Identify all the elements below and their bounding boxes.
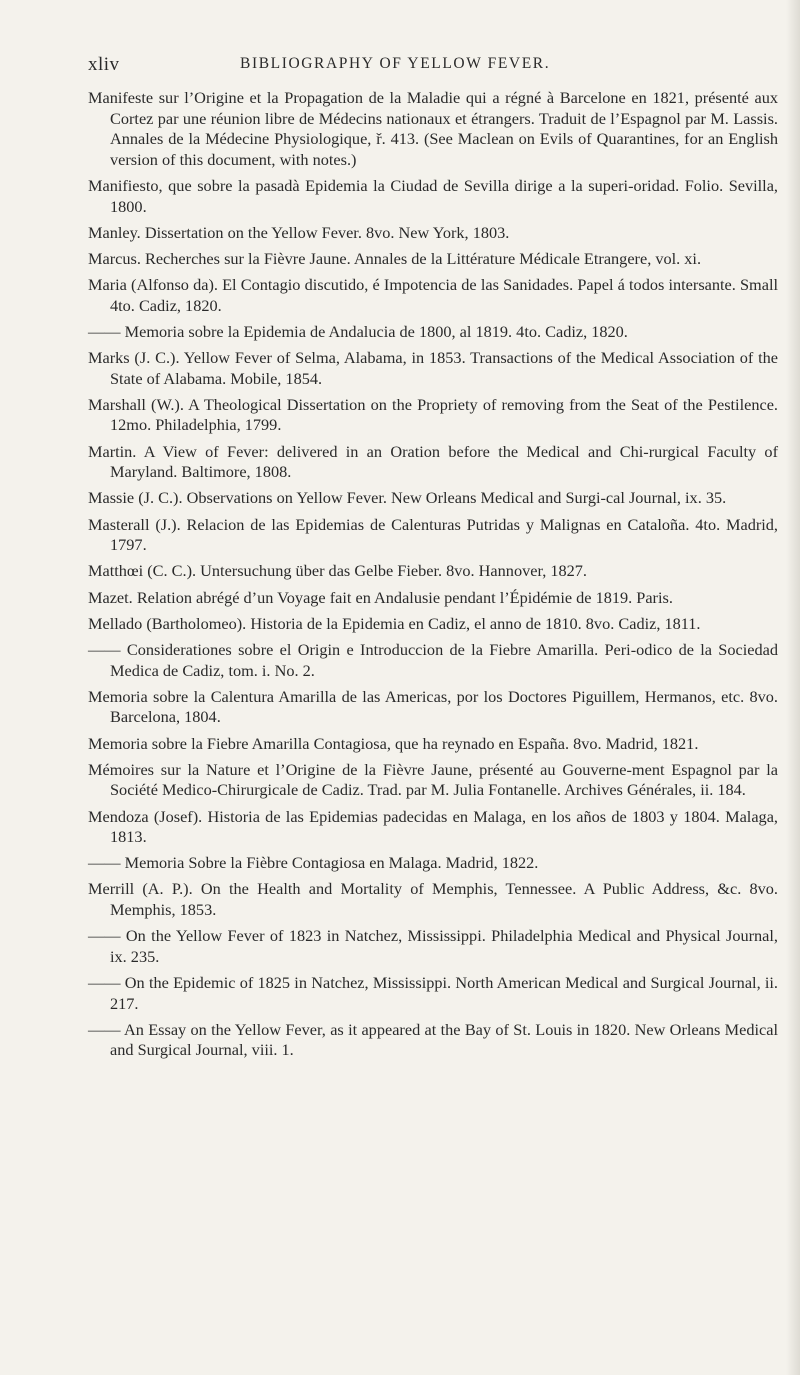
running-title: BIBLIOGRAPHY OF YELLOW FEVER. bbox=[240, 55, 551, 72]
bibliography-entry: —— Memoria sobre la Epidemia de Andalucia de 1800, al 1819. 4to. Cadiz, 1820. bbox=[88, 321, 628, 341]
bibliography-entry: Mendoza (Josef). Historia de las Epidemias padecidas en Malaga, en los años de 1803 y 1804. Malaga, 1813. bbox=[88, 806, 778, 847]
bibliography-entry: Marshall (W.). A Theological Dissertation on the Propriety of removing from the Seat of the Pestilence. 12mo. Philadelphia, 1799. bbox=[88, 394, 778, 435]
bibliography-entry: Mémoires sur la Nature et l’Origine de la Fièvre Jaune, présenté au Gouverne-ment Espagnol par la Société Medico-Chirurgicale de Cadiz. Trad. par M. Julia Fontanelle. Archives Générales, ii. 184. bbox=[88, 759, 778, 800]
page-edge-shadow bbox=[786, 0, 800, 1375]
bibliography-entry: Marcus. Recherches sur la Fièvre Jaune. Annales de la Littérature Médicale Etrangere, vol. xi. bbox=[88, 248, 702, 268]
bibliography-entry: —— On the Epidemic of 1825 in Natchez, Mississippi. North American Medical and Surgical Journal, ii. 217. bbox=[88, 973, 778, 1013]
bibliography-entry: —— An Essay on the Yellow Fever, as it appeared at the Bay of St. Louis in 1820. New Orleans Medical and Surgical Journal, viii. 1. bbox=[88, 1019, 778, 1060]
bibliography-entry: Merrill (A. P.). On the Health and Mortality of Memphis, Tennessee. A Public Address, &c. 8vo. Memphis, 1853. bbox=[88, 879, 778, 920]
bibliography-entry: Manley. Dissertation on the Yellow Fever. 8vo. New York, 1803. bbox=[88, 222, 510, 242]
page-number: xliv bbox=[88, 54, 120, 75]
bibliography-entry: Manifeste sur l’Origine et la Propagation de la Maladie qui a régné à Barcelone en 1821, présenté aux Cortez par une réunion libre de Médecins nationaux et étrangers. Traduit de l’Espagnol par M. Lassis. Annales de la Médecine Physiologique, ř. 413. (See Maclean on Evils of Quarantines, for an English version of this document, with notes.) bbox=[88, 88, 778, 169]
bibliography-entry: Matthœi (C. C.). Untersuchung über das Gelbe Fieber. 8vo. Hannover, 1827. bbox=[88, 561, 587, 581]
bibliography-entry: Maria (Alfonso da). El Contagio discutido, é Impotencia de las Sanidades. Papel á todos intersante. Small 4to. Cadiz, 1820. bbox=[88, 275, 778, 315]
bibliography-entry: Martin. A View of Fever: delivered in an Oration before the Medical and Chi-rurgical Faculty of Maryland. Baltimore, 1808. bbox=[88, 441, 778, 482]
bibliography-entry: Memoria sobre la Fiebre Amarilla Contagiosa, que ha reynado en España. 8vo. Madrid, 1821. bbox=[88, 733, 699, 753]
running-head bbox=[88, 54, 778, 78]
bibliography-entry: Mazet. Relation abrégé d’un Voyage fait en Andalusie pendant l’Épidémie de 1819. Paris. bbox=[88, 587, 673, 607]
bibliography-entry: Marks (J. C.). Yellow Fever of Selma, Alabama, in 1853. Transactions of the Medical Association of the State of Alabama. Mobile, 1854. bbox=[88, 348, 778, 388]
bibliography-entry: —— On the Yellow Fever of 1823 in Natchez, Mississippi. Philadelphia Medical and Physical Journal, ix. 235. bbox=[88, 926, 778, 966]
bibliography-entries bbox=[88, 88, 778, 1067]
bibliography-entry: Memoria sobre la Calentura Amarilla de las Americas, por los Doctores Piguillem, Hermanos, etc. 8vo. Barcelona, 1804. bbox=[88, 686, 778, 727]
bibliography-entry: —— Considerationes sobre el Origin e Introduccion de la Fiebre Amarilla. Peri-odico de la Sociedad Medica de Cadiz, tom. i. No. 2. bbox=[88, 639, 778, 680]
bibliography-entry: Massie (J. C.). Observations on Yellow Fever. New Orleans Medical and Surgi-cal Journal, ix. 35. bbox=[88, 488, 727, 508]
bibliography-entry: —— Memoria Sobre la Fièbre Contagiosa en Malaga. Madrid, 1822. bbox=[88, 853, 539, 873]
bibliography-entry: Manifiesto, que sobre la pasadà Epidemia la Ciudad de Sevilla dirige a la superi-oridad. Folio. Sevilla, 1800. bbox=[88, 175, 778, 216]
bibliography-entry: Mellado (Bartholomeo). Historia de la Epidemia en Cadiz, el anno de 1810. 8vo. Cadiz, 1811. bbox=[88, 613, 701, 633]
bibliography-entry: Masterall (J.). Relacion de las Epidemias de Calenturas Putridas y Malignas en Cataloña. 4to. Madrid, 1797. bbox=[88, 514, 778, 555]
